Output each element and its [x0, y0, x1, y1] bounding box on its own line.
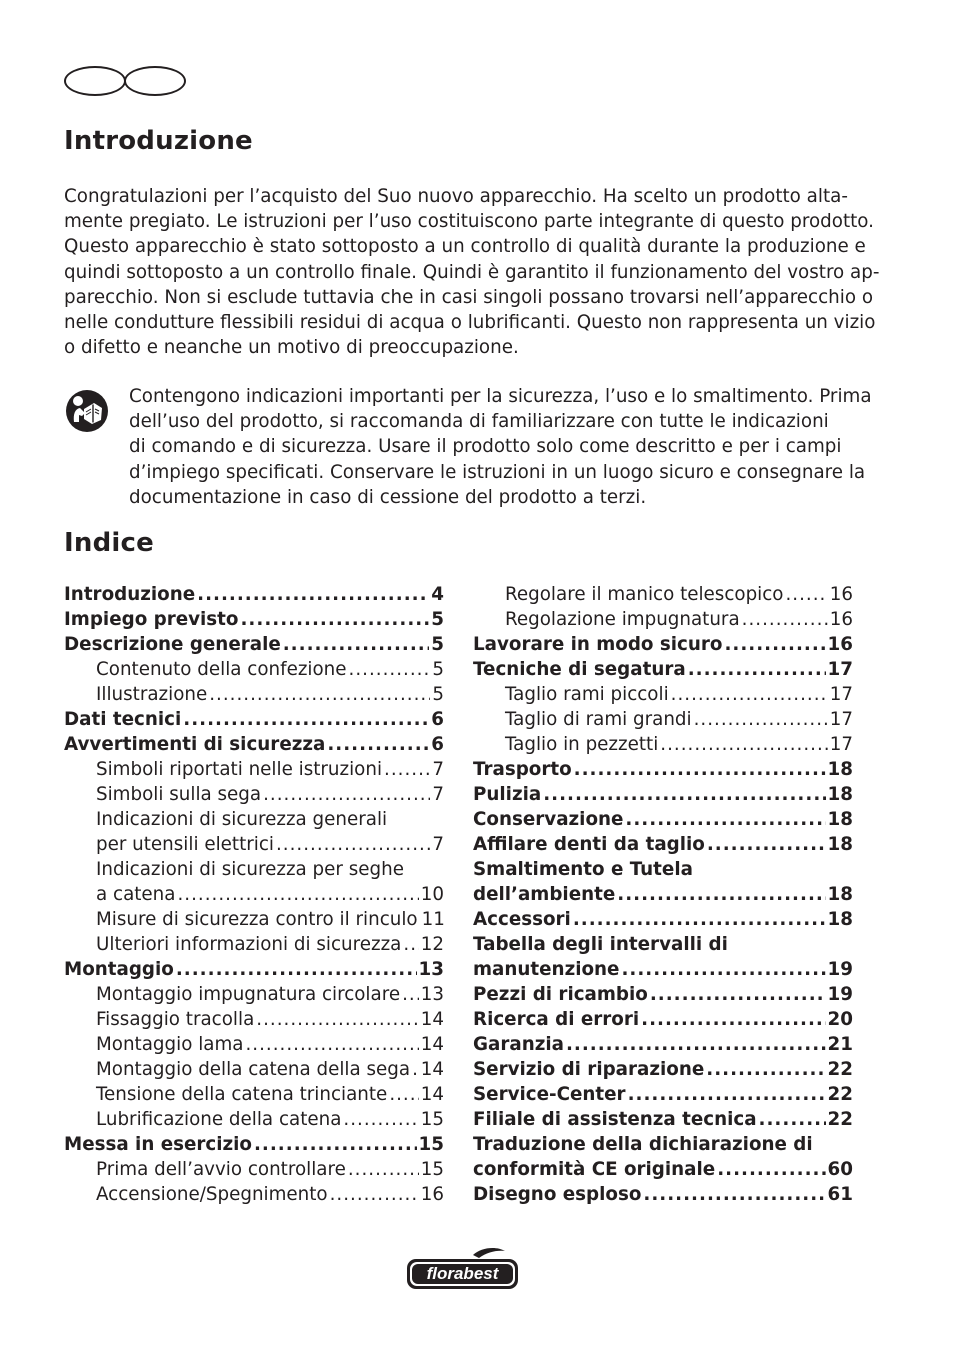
toc-entry [64, 759, 444, 784]
toc-leader-dots [759, 1109, 826, 1130]
toc-entry-title: Tabella degli intervalli di [473, 934, 728, 955]
toc-leader-dots [671, 684, 828, 705]
introduction-text [64, 184, 880, 360]
toc-entry [64, 659, 444, 684]
toc-entry-page: 22 [827, 1109, 853, 1130]
toc-leader-dots [276, 834, 430, 855]
toc-entry-title: Montaggio della catena della sega [96, 1059, 411, 1080]
toc-entry [473, 884, 853, 909]
toc-leader-dots [706, 1059, 825, 1080]
toc-leader-dots [327, 734, 429, 755]
toc-entry-page: 61 [827, 1184, 853, 1205]
toc-entry-page: 17 [829, 684, 853, 705]
toc-entry-page: 21 [827, 1034, 853, 1055]
toc-entry [473, 959, 853, 984]
toc-leader-dots [183, 709, 429, 730]
toc-entry-title: Pulizia [473, 784, 542, 805]
toc-entry-page: 18 [827, 759, 853, 780]
toc-entry [64, 1084, 444, 1109]
toc-entry-page: 14 [420, 1084, 444, 1105]
toc-entry-title: Fissaggio tracolla [96, 1009, 255, 1030]
toc-entry [473, 684, 853, 709]
toc-leader-dots [254, 1134, 417, 1155]
toc-entry-title: Accessori [473, 909, 571, 930]
toc-entry-page: 10 [420, 884, 444, 905]
toc-entry [64, 1159, 444, 1184]
toc-leader-dots [543, 784, 825, 805]
toc-entry [64, 1059, 444, 1084]
toc-entry-title: Pezzi di ricambio [473, 984, 648, 1005]
toc-entry [64, 934, 444, 959]
index-title: Indice [64, 528, 154, 558]
toc-entry-page: 5 [431, 609, 444, 630]
toc-entry [64, 1034, 444, 1059]
toc-entry-page: 6 [431, 709, 444, 730]
toc-entry-title: Ricerca di errori [473, 1009, 640, 1030]
toc-entry-page: 16 [829, 609, 853, 630]
toc-leader-dots [694, 709, 828, 730]
toc-leader-dots [742, 609, 828, 630]
svg-text:florabest: florabest [426, 1264, 499, 1283]
toc-entry [64, 859, 444, 884]
toc-entry [473, 1159, 853, 1184]
toc-entry-title: Filiale di assistenza tecnica [473, 1109, 757, 1130]
toc-leader-dots [197, 584, 429, 605]
toc-entry [473, 659, 853, 684]
toc-entry-title: Descrizione generale [64, 634, 281, 655]
toc-entry-title: Taglio di rami grandi [505, 709, 692, 730]
language-oval-left [64, 66, 126, 96]
toc-leader-dots [209, 684, 430, 705]
toc-entry [64, 684, 444, 709]
toc-leader-dots [707, 834, 826, 855]
toc-entry-page: 15 [418, 1134, 444, 1155]
toc-entry-page: 15 [420, 1109, 444, 1130]
toc-entry [64, 734, 444, 759]
toc-entry [473, 1109, 853, 1134]
toc-entry-page: 7 [432, 759, 444, 780]
intro-line: nelle condutture flessibili residui di acqua o lubrificanti. Questo non rappresenta un vizio [64, 312, 876, 334]
toc-entry [64, 884, 444, 909]
toc-entry [64, 809, 444, 834]
toc-leader-dots [176, 959, 417, 980]
toc-entry-page: 16 [829, 584, 853, 605]
toc-entry [64, 1009, 444, 1034]
toc-entry-page: 20 [827, 1009, 853, 1030]
toc-entry-page: 5 [431, 634, 444, 655]
toc-leader-dots [343, 1109, 418, 1130]
intro-line: o difetto e neanche un motivo di preoccupazione. [64, 337, 519, 359]
toc-leader-dots [621, 959, 825, 980]
toc-entry-page: 16 [827, 634, 853, 655]
intro-line: Questo apparecchio è stato sottoposto a un controllo di qualità durante la produzione e [64, 236, 866, 258]
toc-entry-page: 17 [829, 709, 853, 730]
toc-entry-title: Accensione/Spegnimento [96, 1184, 328, 1205]
toc-leader-dots [263, 784, 430, 805]
toc-entry-page: 7 [432, 784, 444, 805]
toc-entry-page: 17 [829, 734, 853, 755]
toc-entry-page: 22 [827, 1084, 853, 1105]
toc-entry [64, 1184, 444, 1209]
toc-leader-dots [625, 809, 825, 830]
toc-leader-dots [403, 934, 418, 955]
toc-entry-page: 6 [431, 734, 444, 755]
toc-entry [64, 709, 444, 734]
toc-entry-title: Ulteriori informazioni di sicurezza [96, 934, 402, 955]
toc-entry-title: Illustrazione [96, 684, 208, 705]
toc-leader-dots [643, 1184, 825, 1205]
toc-entry-title: Impiego previsto [64, 609, 239, 630]
toc-entry-title: Garanzia [473, 1034, 564, 1055]
toc-leader-dots [650, 984, 826, 1005]
toc-entry [64, 959, 444, 984]
toc-entry [473, 609, 853, 634]
intro-line: parecchio. Non si esclude tuttavia che in casi singoli possano trovarsi nell’apparecchio o [64, 286, 874, 308]
toc-entry-page: 14 [420, 1009, 444, 1030]
toc-entry-title: Lavorare in modo sicuro [473, 634, 723, 655]
toc-entry [473, 934, 853, 959]
toc-leader-dots [574, 759, 826, 780]
notice-line: documentazione in caso di cessione del prodotto a terzi. [129, 486, 647, 508]
toc-entry-title: Montaggio impugnatura circolare [96, 984, 401, 1005]
toc-entry-title: Dati tecnici [64, 709, 182, 730]
toc-entry-title: Simboli sulla sega [96, 784, 262, 805]
toc-entry-page: 13 [420, 984, 444, 1005]
toc-entry [64, 584, 444, 609]
toc-entry-page: 13 [418, 959, 444, 980]
toc-column-right [473, 584, 853, 1209]
intro-line: quindi sottoposto a un controllo finale. Quindi è garantito il funzionamento del vostro ap- [64, 261, 880, 283]
toc-entry-title: Messa in esercizio [64, 1134, 252, 1155]
toc-entry [473, 1009, 853, 1034]
toc-entry-page: 5 [432, 684, 444, 705]
toc-leader-dots [389, 1084, 418, 1105]
toc-entry-title: Taglio rami piccoli [505, 684, 669, 705]
toc-leader-dots [566, 1034, 826, 1055]
toc-entry [64, 609, 444, 634]
toc-entry-title: manutenzione [473, 959, 620, 980]
toc-entry-title: Indicazioni di sicurezza generali [96, 809, 388, 830]
toc-entry-title: Traduzione della dichiarazione di [473, 1134, 813, 1155]
toc-entry [473, 984, 853, 1009]
toc-leader-dots [660, 734, 827, 755]
toc-entry-title: per utensili elettrici [96, 834, 274, 855]
toc-entry-page: 7 [432, 834, 444, 855]
intro-line: mente pregiato. Le istruzioni per l’uso costituiscono parte integrante di questo prodotto. [64, 211, 874, 233]
toc-entry-title: conformità CE originale [473, 1159, 716, 1180]
notice-line: dell’uso del prodotto, si raccomanda di familiarizzare con tutte le indicazioni [129, 411, 829, 433]
toc-entry-page: 18 [827, 784, 853, 805]
toc-column-left [64, 584, 444, 1209]
toc-leader-dots [573, 909, 826, 930]
toc-entry [473, 1084, 853, 1109]
toc-leader-dots [412, 1059, 419, 1080]
toc-entry-title: Contenuto della confezione [96, 659, 347, 680]
toc-entry-title: Service-Center [473, 1084, 626, 1105]
toc-entry-title: Conservazione [473, 809, 624, 830]
toc-entry [64, 834, 444, 859]
read-manual-icon [65, 389, 109, 433]
toc-entry-title: Affilare denti da taglio [473, 834, 705, 855]
toc-entry [473, 1034, 853, 1059]
toc-leader-dots [617, 884, 825, 905]
toc-leader-dots [724, 634, 825, 655]
toc-entry [64, 909, 444, 934]
toc-entry [473, 1184, 853, 1209]
toc-entry-page: 18 [827, 884, 853, 905]
safety-notice-text [129, 384, 872, 510]
toc-entry-title: Lubrificazione della catena [96, 1109, 342, 1130]
toc-leader-dots [240, 609, 429, 630]
language-oval-right [124, 66, 186, 96]
notice-line: di comando e di sicurezza. Usare il prodotto solo come descritto e per i campi [129, 436, 842, 458]
toc-leader-dots [349, 659, 431, 680]
toc-leader-dots [256, 1009, 418, 1030]
toc-entry-page: 5 [432, 659, 444, 680]
toc-leader-dots [177, 884, 418, 905]
florabest-logo [405, 1247, 520, 1291]
toc-entry-title: Servizio di riparazione [473, 1059, 705, 1080]
toc-entry-page: 14 [420, 1034, 444, 1055]
toc-entry-page: 12 [420, 934, 444, 955]
toc-leader-dots [246, 1034, 419, 1055]
toc-leader-dots [384, 759, 430, 780]
toc-entry [473, 809, 853, 834]
toc-entry-title: Tensione della catena trinciante [96, 1084, 388, 1105]
notice-line: Contengono indicazioni importanti per la sicurezza, l’uso e lo smaltimento. Prima [129, 386, 872, 407]
toc-entry [473, 859, 853, 884]
toc-entry [64, 984, 444, 1009]
toc-entry [473, 784, 853, 809]
toc-leader-dots [641, 1009, 825, 1030]
toc-entry [473, 1134, 853, 1159]
toc-leader-dots [786, 584, 828, 605]
toc-entry-title: Indicazioni di sicurezza per seghe [96, 859, 404, 880]
toc-leader-dots [330, 1184, 419, 1205]
toc-entry [473, 759, 853, 784]
toc-entry-title: Introduzione [64, 584, 196, 605]
language-badge [64, 66, 188, 98]
toc-entry-page: 18 [827, 834, 853, 855]
toc-entry [64, 1109, 444, 1134]
toc-entry-title: Prima dell’avvio controllare [96, 1159, 346, 1180]
toc-leader-dots [402, 984, 419, 1005]
toc-entry-title: Regolazione impugnatura [505, 609, 740, 630]
intro-line: Congratulazioni per l’acquisto del Suo nuovo apparecchio. Ha scelto un prodotto alta- [64, 186, 848, 207]
toc-entry [64, 784, 444, 809]
toc-entry [473, 709, 853, 734]
toc-entry-page: 14 [420, 1059, 444, 1080]
toc-entry [64, 634, 444, 659]
toc-entry [473, 634, 853, 659]
toc-entry [473, 834, 853, 859]
toc-entry-page: 16 [420, 1184, 444, 1205]
toc-entry-title: Regolare il manico telescopico [505, 584, 784, 605]
toc-entry-page: 19 [827, 984, 853, 1005]
toc-entry-page: 17 [827, 659, 853, 680]
toc-entry-title: Misure di sicurezza contro il rinculo [96, 909, 418, 930]
toc-entry-page: 19 [827, 959, 853, 980]
toc-entry-page: 4 [431, 584, 444, 605]
toc-entry-page: 11 [421, 909, 445, 930]
toc-entry-title: Smaltimento e Tutela [473, 859, 693, 880]
toc-entry-page: 18 [827, 809, 853, 830]
toc-entry-title: dell’ambiente [473, 884, 616, 905]
toc-entry-title: Taglio in pezzetti [505, 734, 659, 755]
toc-entry-title: Trasporto [473, 759, 572, 780]
toc-entry-page: 60 [827, 1159, 853, 1180]
toc-entry [64, 1134, 444, 1159]
toc-leader-dots [717, 1159, 825, 1180]
toc-entry-title: Simboli riportati nelle istruzioni [96, 759, 383, 780]
toc-entry [473, 584, 853, 609]
toc-entry-page: 22 [827, 1059, 853, 1080]
toc-leader-dots [283, 634, 430, 655]
toc-entry [473, 734, 853, 759]
notice-line: d’impiego specificati. Conservare le istruzioni in un luogo sicuro e consegnare la [129, 461, 866, 483]
toc-leader-dots [628, 1084, 826, 1105]
toc-leader-dots [688, 659, 826, 680]
toc-entry-title: Disegno esploso [473, 1184, 642, 1205]
toc-entry-title: Avvertimenti di sicurezza [64, 734, 326, 755]
toc-entry-page: 18 [827, 909, 853, 930]
introduction-title: Introduzione [64, 126, 253, 156]
toc-entry-title: Tecniche di segatura [473, 659, 686, 680]
toc-entry-title: a catena [96, 884, 176, 905]
toc-entry-title: Montaggio lama [96, 1034, 244, 1055]
toc-entry [473, 909, 853, 934]
toc-leader-dots [348, 1159, 419, 1180]
toc-entry-page: 15 [420, 1159, 444, 1180]
toc-entry-title: Montaggio [64, 959, 174, 980]
toc-entry [473, 1059, 853, 1084]
